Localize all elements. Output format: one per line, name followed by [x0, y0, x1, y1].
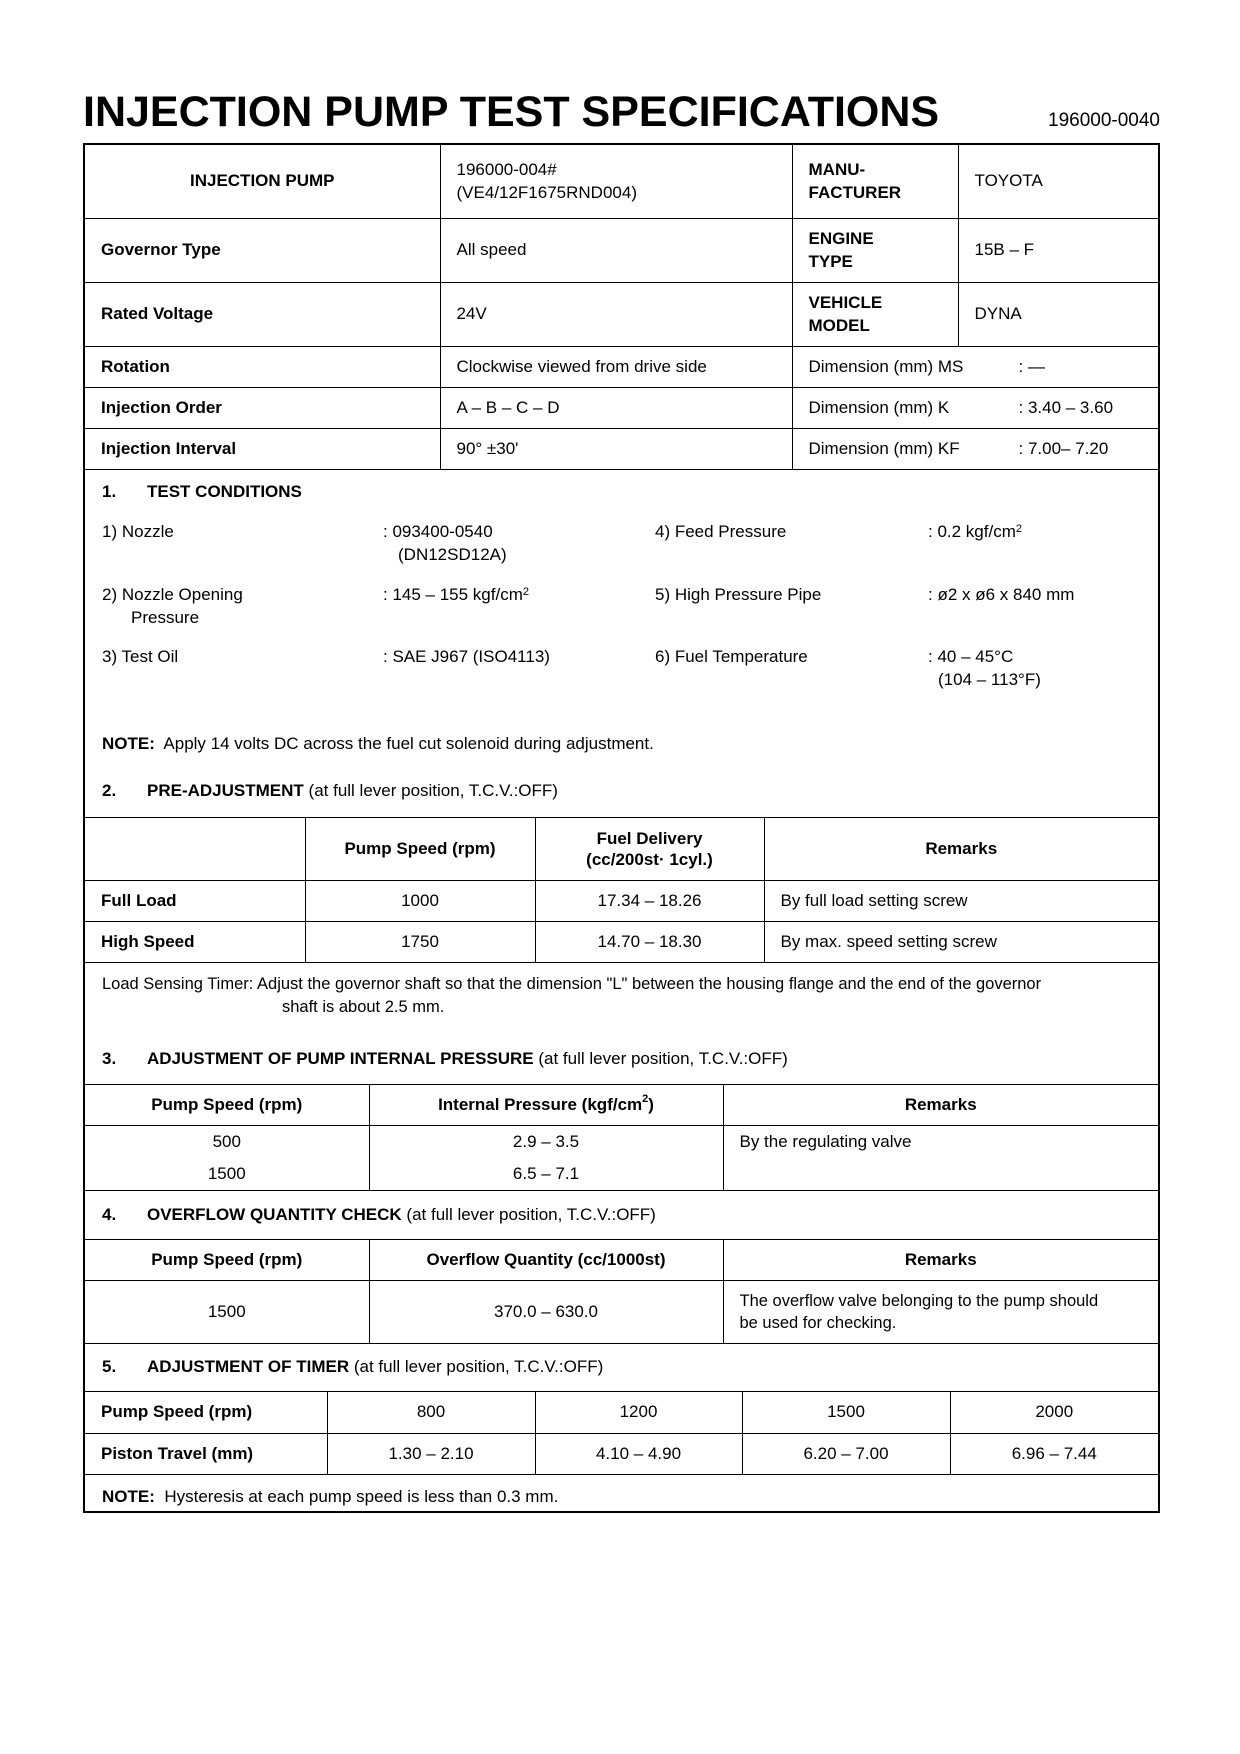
pre-adjustment-corner — [85, 818, 305, 881]
internal-pressure-values — [369, 1125, 723, 1190]
timer-speed-3: 1500 — [742, 1392, 950, 1433]
injection-interval-label: Injection Interval — [85, 428, 440, 469]
dimension-kf — [792, 428, 1158, 469]
load-sensing-line2: shaft is about 2.5 mm. — [282, 998, 445, 1016]
internal-pressure-title: ADJUSTMENT OF PUMP INTERNAL PRESSURE — [147, 1049, 534, 1068]
full-load-remarks: By full load setting screw — [764, 881, 1158, 922]
page-title: INJECTION PUMP TEST SPECIFICATIONS — [83, 88, 940, 136]
pre-adjustment-table — [85, 818, 1158, 964]
manufacturer-label-line1: MANU- — [808, 160, 866, 180]
governor-label: Governor Type — [85, 218, 440, 282]
internal-pressure-number: 3. — [102, 1049, 117, 1068]
high-speed-speed: 1750 — [305, 922, 535, 963]
vehicle-label-line1: VEHICLE — [808, 293, 883, 312]
overflow-heading — [102, 1205, 656, 1225]
overflow-quantity: 370.0 – 630.0 — [369, 1281, 723, 1344]
timer-note-label: NOTE: — [102, 1486, 155, 1506]
pump-label: INJECTION PUMP — [85, 145, 440, 218]
overflow-speed: 1500 — [85, 1281, 369, 1344]
engine-value: 15B – F — [958, 218, 1158, 282]
internal-pressure-heading — [102, 1049, 788, 1069]
load-sensing-line1: Load Sensing Timer: Adjust the governor shaft so that the dimension "L" between the housing flange and the end of the governor — [102, 975, 1042, 993]
test-conditions-section — [85, 470, 1158, 818]
document-code: 196000-0040 — [1048, 110, 1160, 131]
overflow-col-speed: Pump Speed (rpm) — [85, 1240, 369, 1281]
feed-pressure-value-text: : 0.2 kgf/cm — [928, 521, 1016, 541]
fuel-temperature-label: 6) Fuel Temperature — [655, 646, 808, 666]
engine-label — [792, 218, 958, 282]
internal-pressure-col-pressure-text: Internal Pressure (kgf/cm — [438, 1094, 643, 1114]
nozzle-opening-label-line2: Pressure — [131, 607, 200, 627]
overflow-col-quantity: Overflow Quantity (cc/1000st) — [369, 1240, 723, 1281]
nozzle-value — [383, 520, 507, 566]
internal-pressure-col-pressure-exponent: 2 — [642, 1092, 649, 1105]
pump-part-number: 196000-004# — [456, 160, 557, 180]
overflow-number: 4. — [102, 1204, 117, 1224]
timer-speed-2: 1200 — [535, 1392, 742, 1433]
timer-travel-1: 1.30 – 2.10 — [327, 1433, 535, 1474]
table-row — [85, 1392, 1158, 1433]
timer-travel-label: Piston Travel (mm) — [85, 1433, 327, 1474]
fuel-temperature-celsius: : 40 – 45°C — [928, 646, 1014, 666]
overflow-heading-section — [85, 1191, 1158, 1240]
dimension-k-label: Dimension (mm) K — [808, 397, 950, 417]
injection-interval-value: 90° ±30' — [440, 428, 792, 469]
overflow-remarks-line1: The overflow valve belonging to the pump should — [739, 1292, 1099, 1310]
nozzle-opening-label — [102, 583, 243, 629]
pre-adjustment-subtitle: (at full lever position, T.C.V.:OFF) — [308, 780, 558, 800]
internal-pressure-speeds — [85, 1125, 369, 1190]
pre-adjustment-heading — [102, 781, 558, 801]
timer-subtitle: (at full lever position, T.C.V.:OFF) — [353, 1357, 604, 1376]
table-row — [85, 1433, 1158, 1474]
timer-heading-section — [85, 1344, 1158, 1392]
timer-number: 5. — [102, 1357, 117, 1376]
full-load-speed: 1000 — [305, 881, 535, 922]
dimension-ms-label: Dimension (mm) MS — [808, 356, 964, 376]
internal-pressure-col-remarks: Remarks — [723, 1085, 1158, 1125]
full-load-label: Full Load — [85, 881, 305, 922]
test-conditions-note — [102, 732, 654, 755]
internal-pressure-table — [85, 1085, 1158, 1191]
engine-label-line1: ENGINE — [808, 229, 874, 248]
pre-adjustment-col-delivery-line1: Fuel Delivery — [596, 828, 703, 848]
nozzle-label: 1) Nozzle — [102, 521, 174, 541]
nozzle-opening-value-exponent: 2 — [522, 585, 529, 598]
dimension-kf-label: Dimension (mm) KF — [808, 438, 960, 458]
internal-pressure-value-2: 6.5 – 7.1 — [512, 1163, 580, 1183]
nozzle-part: : 093400-0540 — [383, 521, 493, 541]
table-row — [85, 1125, 1158, 1190]
dimension-k-value: : 3.40 – 3.60 — [1018, 397, 1114, 417]
high-pressure-pipe-value: : ø2 x ø6 x 840 mm — [928, 584, 1075, 604]
timer-note — [102, 1485, 558, 1508]
internal-pressure-speed-2: 1500 — [207, 1163, 246, 1183]
feed-pressure-value-exponent: 2 — [1015, 522, 1022, 535]
rotation-label: Rotation — [85, 346, 440, 387]
test-conditions-note-text: Apply 14 volts DC across the fuel cut solenoid during adjustment. — [163, 733, 654, 753]
overflow-table — [85, 1240, 1158, 1345]
timer-travel-3: 6.20 – 7.00 — [742, 1433, 950, 1474]
overflow-title: OVERFLOW QUANTITY CHECK — [147, 1204, 402, 1224]
feed-pressure-label: 4) Feed Pressure — [655, 521, 787, 541]
pre-adjustment-col-speed: Pump Speed (rpm) — [305, 818, 535, 881]
internal-pressure-col-speed: Pump Speed (rpm) — [85, 1085, 369, 1125]
manufacturer-label-line2: FACTURER — [808, 183, 902, 203]
vehicle-value: DYNA — [958, 282, 1158, 346]
nozzle-opening-value — [383, 583, 529, 606]
dimension-k — [792, 387, 1158, 428]
rotation-value: Clockwise viewed from drive side — [440, 346, 792, 387]
test-conditions-note-label: NOTE: — [102, 733, 155, 753]
timer-heading — [102, 1357, 603, 1377]
pump-model-code: (VE4/12F1675RND004) — [456, 183, 637, 203]
test-conditions-number: 1. — [102, 481, 117, 501]
pre-adjustment-title: PRE-ADJUSTMENT — [147, 780, 304, 800]
voltage-value: 24V — [440, 282, 792, 346]
high-speed-remarks: By max. speed setting screw — [764, 922, 1158, 963]
table-row — [85, 922, 1158, 963]
internal-pressure-speed-1: 500 — [212, 1131, 241, 1151]
full-load-delivery: 17.34 – 18.26 — [535, 881, 764, 922]
dimension-kf-value: : 7.00– 7.20 — [1018, 438, 1109, 458]
pump-spec-table — [85, 145, 1158, 470]
timer-note-text: Hysteresis at each pump speed is less than 0.3 mm. — [164, 1486, 559, 1506]
internal-pressure-subtitle: (at full lever position, T.C.V.:OFF) — [538, 1049, 788, 1068]
voltage-label: Rated Voltage — [85, 282, 440, 346]
overflow-remarks-line2: be used for checking. — [739, 1314, 897, 1332]
nozzle-code: (DN12SD12A) — [398, 544, 507, 564]
pre-adjustment-col-remarks: Remarks — [764, 818, 1158, 881]
table-row — [85, 881, 1158, 922]
high-speed-delivery: 14.70 – 18.30 — [535, 922, 764, 963]
pump-value — [440, 145, 792, 218]
feed-pressure-value — [928, 520, 1022, 543]
fuel-temperature-value — [928, 645, 1041, 691]
test-oil-label: 3) Test Oil — [102, 646, 179, 666]
table-row — [85, 1281, 1158, 1344]
test-conditions-title: TEST CONDITIONS — [147, 481, 302, 501]
pre-adjustment-number: 2. — [102, 780, 117, 800]
spec-sheet — [83, 143, 1160, 1513]
engine-label-line2: TYPE — [808, 252, 853, 271]
timer-travel-4: 6.96 – 7.44 — [950, 1433, 1158, 1474]
pre-adjustment-col-delivery — [535, 818, 764, 881]
overflow-subtitle: (at full lever position, T.C.V.:OFF) — [406, 1204, 656, 1224]
high-pressure-pipe-label: 5) High Pressure Pipe — [655, 584, 822, 604]
load-sensing-section — [85, 963, 1158, 1085]
fuel-temperature-fahrenheit: (104 – 113°F) — [938, 669, 1041, 689]
internal-pressure-value-1: 2.9 – 3.5 — [512, 1131, 580, 1151]
timer-note-section — [85, 1475, 1158, 1514]
pre-adjustment-col-delivery-line2: (cc/200st· 1cyl.) — [586, 849, 713, 869]
timer-speed-1: 800 — [327, 1392, 535, 1433]
timer-speed-4: 2000 — [950, 1392, 1158, 1433]
timer-table — [85, 1392, 1158, 1475]
internal-pressure-col-pressure — [369, 1085, 723, 1125]
high-speed-label: High Speed — [85, 922, 305, 963]
nozzle-opening-value-text: : 145 – 155 kgf/cm — [383, 584, 523, 604]
overflow-col-remarks: Remarks — [723, 1240, 1158, 1281]
timer-travel-2: 4.10 – 4.90 — [535, 1433, 742, 1474]
governor-value: All speed — [440, 218, 792, 282]
timer-speed-label: Pump Speed (rpm) — [85, 1392, 327, 1433]
dimension-ms — [792, 346, 1158, 387]
dimension-ms-value: : — — [1018, 356, 1045, 376]
overflow-remarks — [723, 1281, 1158, 1344]
manufacturer-value: TOYOTA — [958, 145, 1158, 218]
vehicle-label-line2: MODEL — [808, 316, 870, 335]
nozzle-opening-label-line1: 2) Nozzle Opening — [102, 584, 243, 604]
internal-pressure-col-pressure-close: ) — [648, 1094, 654, 1114]
test-oil-value: : SAE J967 (ISO4113) — [383, 646, 550, 666]
vehicle-label — [792, 282, 958, 346]
internal-pressure-remarks: By the regulating valve — [723, 1125, 1158, 1190]
manufacturer-label — [792, 145, 958, 218]
injection-order-label: Injection Order — [85, 387, 440, 428]
injection-order-value: A – B – C – D — [440, 387, 792, 428]
timer-title: ADJUSTMENT OF TIMER — [147, 1357, 350, 1376]
